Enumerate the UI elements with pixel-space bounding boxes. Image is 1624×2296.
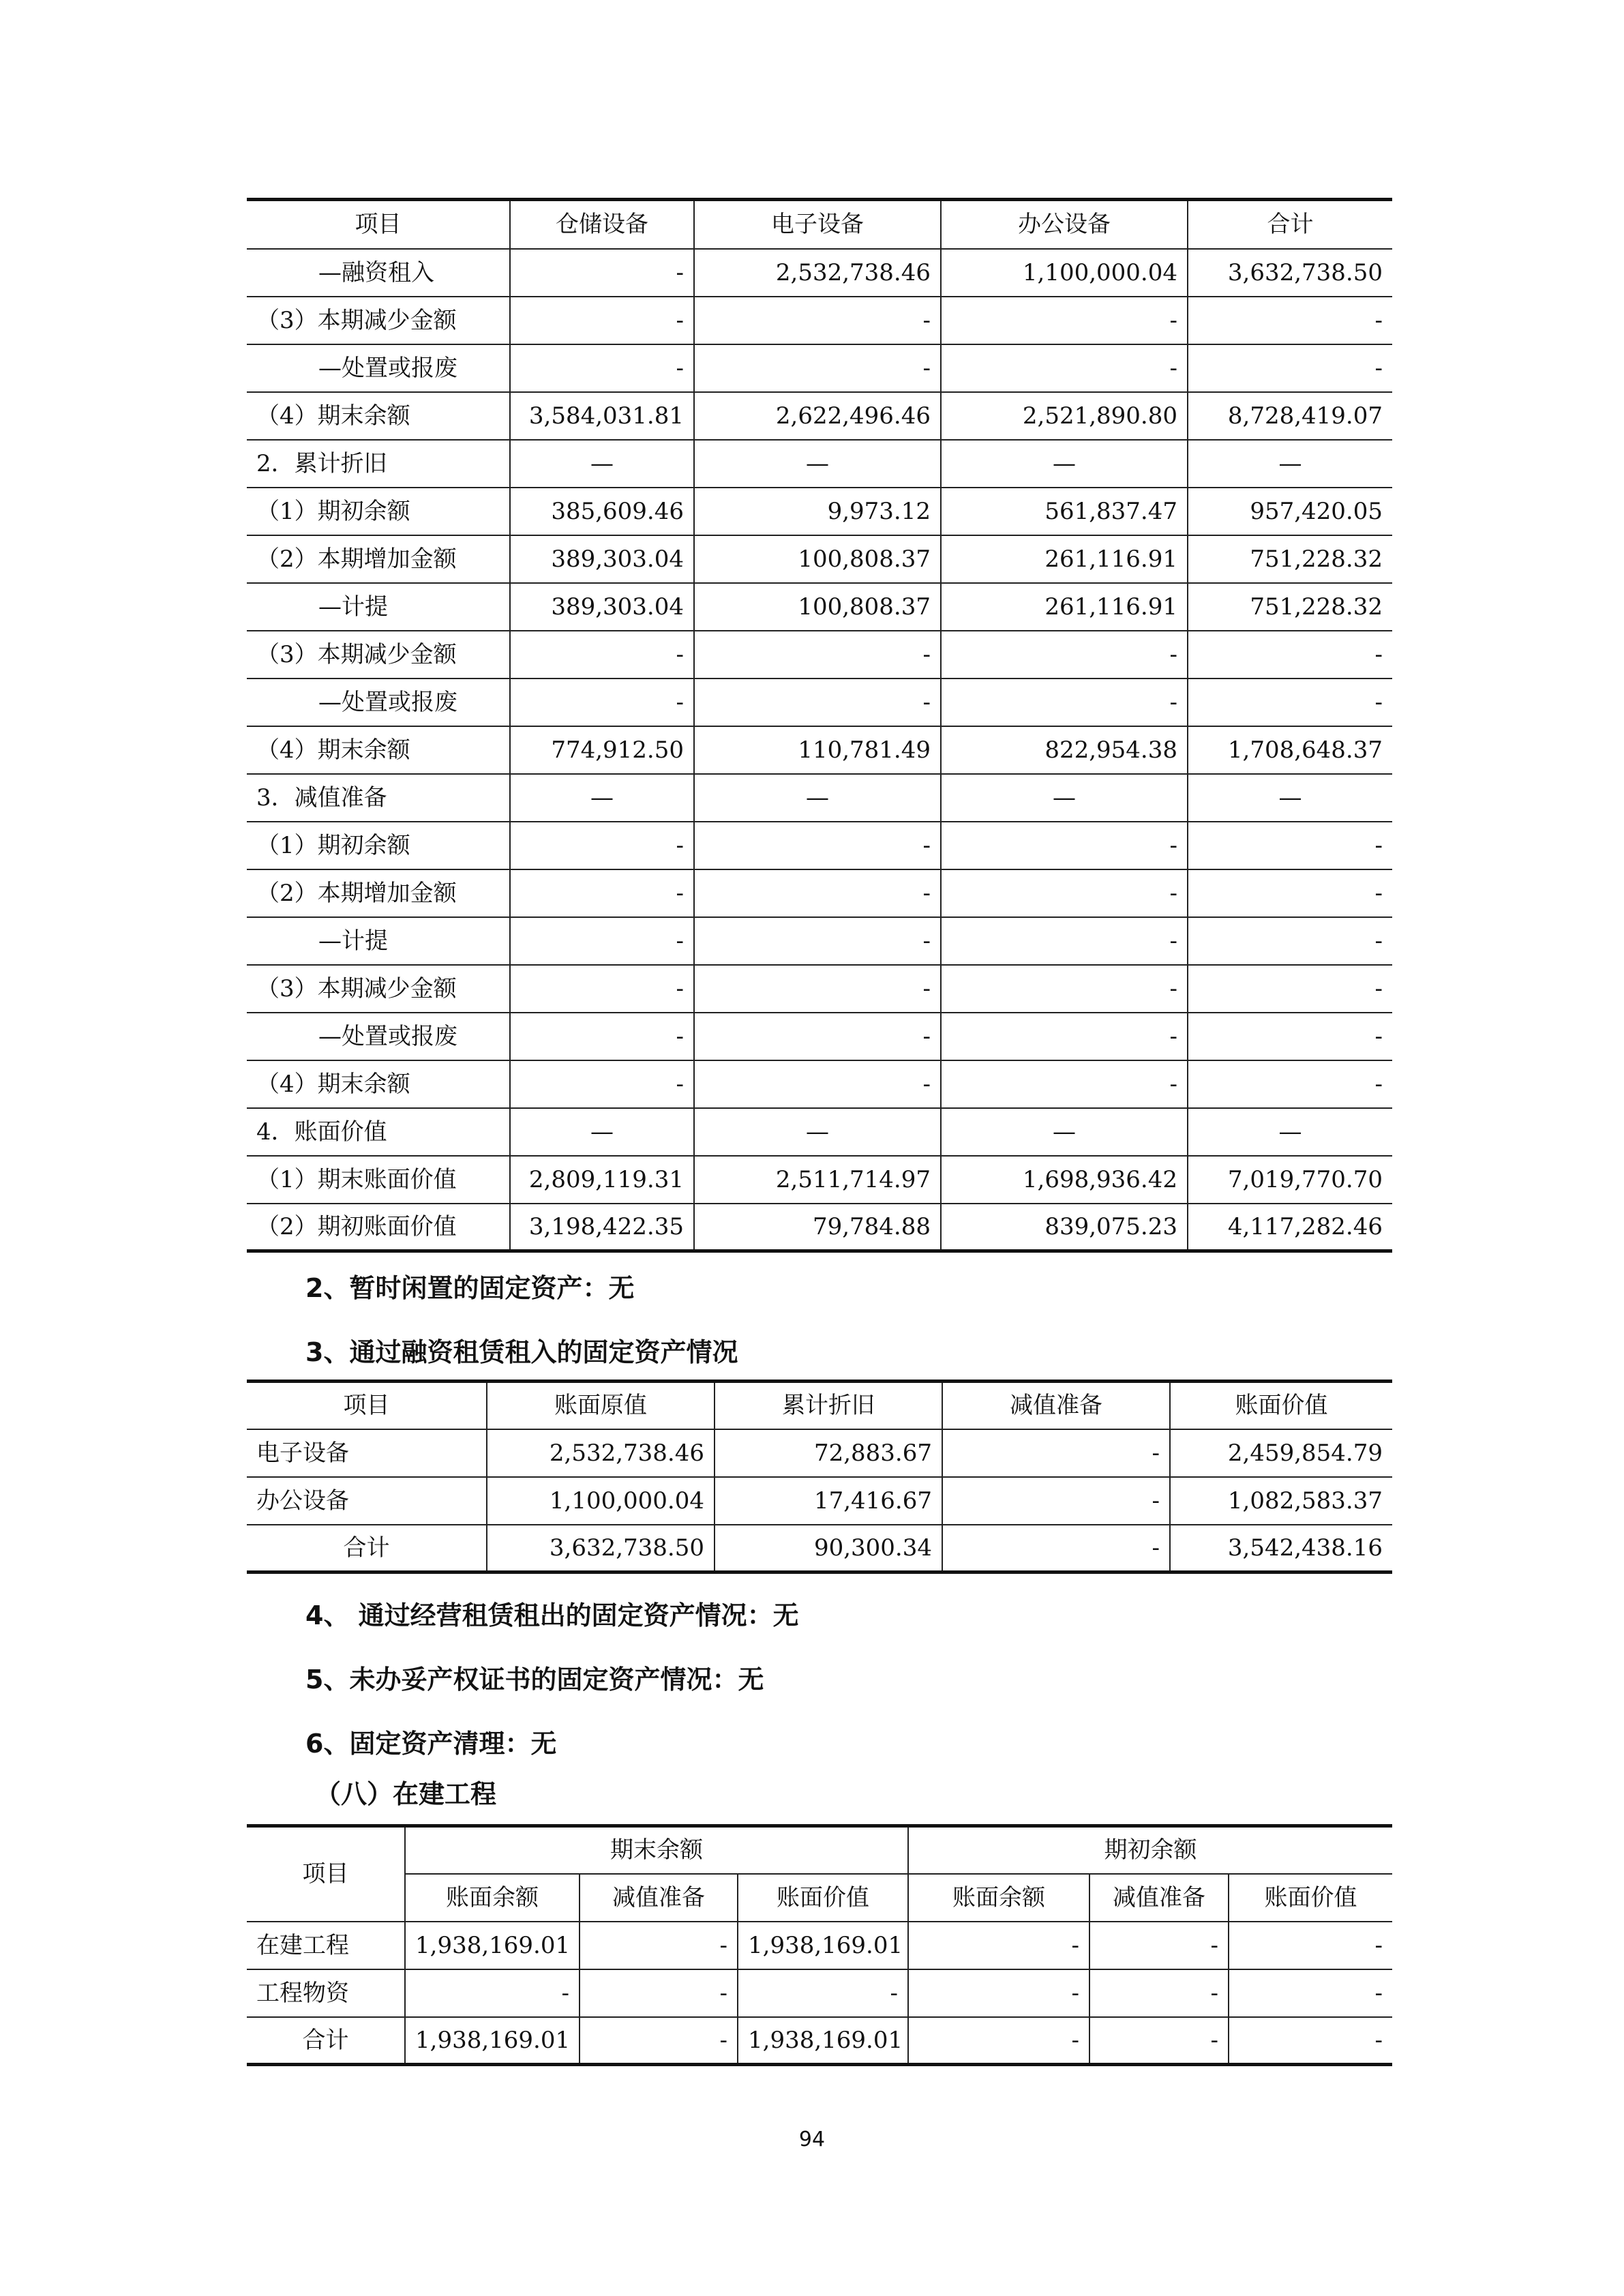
fixed-assets-row [247, 440, 1392, 488]
cell-value: - [694, 917, 941, 965]
cell-value: 1,938,169.01 [738, 2017, 908, 2065]
cell-value: 839,075.23 [941, 1204, 1188, 1251]
cell-value: - [1089, 2017, 1229, 2065]
header-item: 项目 [247, 200, 510, 249]
cell-value: - [941, 1060, 1188, 1108]
row-label: 电子设备 [247, 1429, 487, 1477]
header-impairment: 减值准备 [942, 1382, 1170, 1429]
finance-lease-row [247, 1429, 1392, 1477]
cell-value: - [941, 631, 1188, 679]
cell-value: - [694, 965, 941, 1013]
cell-value: - [510, 1060, 694, 1108]
operating-lease-heading: 4、 通过经营租赁租出的固定资产情况：无 [305, 1600, 799, 1630]
row-label: —融资租入 [247, 249, 510, 297]
fixed-assets-row [247, 1204, 1392, 1251]
fixed-assets-row [247, 488, 1392, 535]
cell-value: — [941, 774, 1188, 822]
construction-group-header-row [247, 1826, 1392, 1874]
cell-value: - [510, 965, 694, 1013]
cell-value: 2,532,738.46 [487, 1429, 715, 1477]
cell-value: - [510, 679, 694, 726]
header-begin-book-value: 账面价值 [1229, 1874, 1392, 1922]
cell-value: 1,938,169.01 [405, 2017, 580, 2065]
cell-value: - [694, 869, 941, 917]
row-label: 4．账面价值 [247, 1108, 510, 1156]
row-label: （2）期初账面价值 [247, 1204, 510, 1251]
cell-value: - [694, 1013, 941, 1060]
cell-value: - [1229, 1922, 1392, 1969]
cell-value: 3,584,031.81 [510, 392, 694, 440]
fixed-assets-row [247, 392, 1392, 440]
cell-value: 561,837.47 [941, 488, 1188, 535]
row-label: 3．减值准备 [247, 774, 510, 822]
cell-value: - [694, 344, 941, 392]
cell-value: - [510, 1013, 694, 1060]
cell-value: 1,698,936.42 [941, 1156, 1188, 1204]
cell-value: - [941, 965, 1188, 1013]
cell-value: 100,808.37 [694, 583, 941, 631]
fixed-assets-header-row [247, 200, 1392, 249]
row-label: （1）期初余额 [247, 822, 510, 869]
cell-value: - [908, 2017, 1089, 2065]
cell-value: 9,973.12 [694, 488, 941, 535]
fixed-assets-row [247, 1013, 1392, 1060]
cell-value: 2,511,714.97 [694, 1156, 941, 1204]
header-end-impairment: 减值准备 [580, 1874, 738, 1922]
cell-value: 72,883.67 [715, 1429, 942, 1477]
header-item: 项目 [247, 1382, 487, 1429]
cell-value: - [1188, 1060, 1392, 1108]
fixed-assets-row [247, 631, 1392, 679]
row-label: （2）本期增加金额 [247, 869, 510, 917]
row-label: （4）期末余额 [247, 392, 510, 440]
cell-value: - [405, 1969, 580, 2017]
cell-value: - [510, 869, 694, 917]
construction-sub-header-row [247, 1874, 1392, 1922]
finance-lease-row [247, 1525, 1392, 1572]
row-label: —处置或报废 [247, 1013, 510, 1060]
cell-value: — [941, 440, 1188, 488]
fixed-assets-row [247, 679, 1392, 726]
header-begin-impairment: 减值准备 [1089, 1874, 1229, 1922]
cell-value: 774,912.50 [510, 726, 694, 774]
cell-value: - [580, 2017, 738, 2065]
row-label: （3）本期减少金额 [247, 631, 510, 679]
idle-assets-heading: 2、暂时闲置的固定资产：无 [305, 1273, 635, 1303]
row-label: 2．累计折旧 [247, 440, 510, 488]
fixed-assets-row [247, 1108, 1392, 1156]
header-office-equipment: 办公设备 [941, 200, 1188, 249]
cell-value: - [694, 297, 941, 344]
finance-lease-header-row [247, 1382, 1392, 1429]
header-accumulated-depreciation: 累计折旧 [715, 1382, 942, 1429]
cell-value: 261,116.91 [941, 583, 1188, 631]
cell-value: 110,781.49 [694, 726, 941, 774]
header-end-book-value: 账面价值 [738, 1874, 908, 1922]
cell-value: - [694, 631, 941, 679]
row-label: （4）期末余额 [247, 726, 510, 774]
cell-value: 2,459,854.79 [1170, 1429, 1392, 1477]
cell-value: 3,632,738.50 [487, 1525, 715, 1572]
cell-value: - [942, 1477, 1170, 1525]
construction-row [247, 2017, 1392, 2065]
cell-value: — [1188, 440, 1392, 488]
cell-value: 3,198,422.35 [510, 1204, 694, 1251]
cell-value: 2,532,738.46 [694, 249, 941, 297]
header-closing-balance: 期末余额 [405, 1826, 908, 1874]
row-label: （3）本期减少金额 [247, 297, 510, 344]
row-label: 在建工程 [247, 1922, 405, 1969]
construction-row [247, 1922, 1392, 1969]
cell-value: - [694, 1060, 941, 1108]
page-number: 94 [798, 2128, 826, 2151]
cell-value: - [510, 344, 694, 392]
cell-value: - [1188, 1013, 1392, 1060]
fixed-assets-row [247, 297, 1392, 344]
row-label: —处置或报废 [247, 344, 510, 392]
cell-value: - [1089, 1969, 1229, 2017]
unregistered-title-heading: 5、未办妥产权证书的固定资产情况：无 [305, 1665, 764, 1695]
asset-disposal-heading: 6、固定资产清理：无 [305, 1729, 557, 1759]
cell-value: 1,938,169.01 [738, 1922, 908, 1969]
cell-value: 389,303.04 [510, 583, 694, 631]
cell-value: - [1188, 965, 1392, 1013]
cell-value: 90,300.34 [715, 1525, 942, 1572]
construction-in-progress-table [247, 1824, 1392, 2066]
cell-value: - [1229, 2017, 1392, 2065]
fixed-assets-row [247, 869, 1392, 917]
cell-value: 8,728,419.07 [1188, 392, 1392, 440]
header-begin-book-balance: 账面余额 [908, 1874, 1089, 1922]
cell-value: 4,117,282.46 [1188, 1204, 1392, 1251]
cell-value: 822,954.38 [941, 726, 1188, 774]
cell-value: - [1188, 297, 1392, 344]
cell-value: - [694, 822, 941, 869]
cell-value: - [510, 249, 694, 297]
cell-value: 751,228.32 [1188, 535, 1392, 583]
cell-value: 1,100,000.04 [941, 249, 1188, 297]
row-label: 合计 [247, 2017, 405, 2065]
header-item: 项目 [247, 1826, 405, 1922]
cell-value: 389,303.04 [510, 535, 694, 583]
cell-value: - [1188, 869, 1392, 917]
cell-value: 100,808.37 [694, 535, 941, 583]
cell-value: - [942, 1525, 1170, 1572]
row-label: （1）期初余额 [247, 488, 510, 535]
finance-lease-heading: 3、通过融资租赁租入的固定资产情况 [305, 1337, 738, 1367]
cell-value: - [941, 297, 1188, 344]
cell-value: - [580, 1922, 738, 1969]
cell-value: 261,116.91 [941, 535, 1188, 583]
row-label: 工程物资 [247, 1969, 405, 2017]
cell-value: - [1089, 1922, 1229, 1969]
cell-value: - [941, 1013, 1188, 1060]
cell-value: — [510, 1108, 694, 1156]
cell-value: - [694, 679, 941, 726]
cell-value: 3,632,738.50 [1188, 249, 1392, 297]
cell-value: - [580, 1969, 738, 2017]
cell-value: 1,708,648.37 [1188, 726, 1392, 774]
cell-value: - [941, 822, 1188, 869]
cell-value: — [510, 440, 694, 488]
cell-value: - [1188, 822, 1392, 869]
cell-value: 957,420.05 [1188, 488, 1392, 535]
cell-value: - [510, 297, 694, 344]
row-label: 合计 [247, 1525, 487, 1572]
cell-value: — [1188, 1108, 1392, 1156]
cell-value: - [510, 917, 694, 965]
cell-value: 1,938,169.01 [405, 1922, 580, 1969]
cell-value: - [1188, 679, 1392, 726]
header-total: 合计 [1188, 200, 1392, 249]
cell-value: — [694, 440, 941, 488]
fixed-assets-row [247, 965, 1392, 1013]
fixed-assets-row [247, 344, 1392, 392]
cell-value: — [510, 774, 694, 822]
cell-value: 17,416.67 [715, 1477, 942, 1525]
cell-value: - [908, 1922, 1089, 1969]
cell-value: - [738, 1969, 908, 2017]
construction-section-heading: （八）在建工程 [315, 1779, 497, 1809]
fixed-assets-row [247, 1156, 1392, 1204]
cell-value: — [941, 1108, 1188, 1156]
header-original-value: 账面原值 [487, 1382, 715, 1429]
cell-value: 751,228.32 [1188, 583, 1392, 631]
row-label: （2）本期增加金额 [247, 535, 510, 583]
cell-value: 2,809,119.31 [510, 1156, 694, 1204]
cell-value: 2,622,496.46 [694, 392, 941, 440]
fixed-assets-row [247, 249, 1392, 297]
finance-lease-table [247, 1380, 1392, 1574]
fixed-assets-row [247, 535, 1392, 583]
cell-value: - [510, 631, 694, 679]
cell-value: 1,082,583.37 [1170, 1477, 1392, 1525]
row-label: （1）期末账面价值 [247, 1156, 510, 1204]
header-electronic-equipment: 电子设备 [694, 200, 941, 249]
cell-value: - [941, 917, 1188, 965]
cell-value: 2,521,890.80 [941, 392, 1188, 440]
header-end-book-balance: 账面余额 [405, 1874, 580, 1922]
row-label: —处置或报废 [247, 679, 510, 726]
cell-value: — [694, 1108, 941, 1156]
row-label: 办公设备 [247, 1477, 487, 1525]
cell-value: - [510, 822, 694, 869]
cell-value: - [941, 679, 1188, 726]
cell-value: - [941, 344, 1188, 392]
construction-row [247, 1969, 1392, 2017]
cell-value: - [1188, 344, 1392, 392]
header-warehouse-equipment: 仓储设备 [510, 200, 694, 249]
row-label: （3）本期减少金额 [247, 965, 510, 1013]
fixed-assets-row [247, 583, 1392, 631]
cell-value: - [1188, 917, 1392, 965]
row-label: （4）期末余额 [247, 1060, 510, 1108]
cell-value: - [941, 869, 1188, 917]
row-label: —计提 [247, 583, 510, 631]
cell-value: — [1188, 774, 1392, 822]
header-opening-balance: 期初余额 [908, 1826, 1392, 1874]
fixed-assets-row [247, 822, 1392, 869]
cell-value: - [942, 1429, 1170, 1477]
cell-value: 7,019,770.70 [1188, 1156, 1392, 1204]
fixed-assets-row [247, 1060, 1392, 1108]
fixed-assets-row [247, 774, 1392, 822]
header-book-value: 账面价值 [1170, 1382, 1392, 1429]
cell-value: — [694, 774, 941, 822]
cell-value: 3,542,438.16 [1170, 1525, 1392, 1572]
finance-lease-row [247, 1477, 1392, 1525]
cell-value: 385,609.46 [510, 488, 694, 535]
fixed-assets-table [247, 198, 1392, 1253]
cell-value: - [908, 1969, 1089, 2017]
row-label: —计提 [247, 917, 510, 965]
cell-value: - [1229, 1969, 1392, 2017]
fixed-assets-row [247, 726, 1392, 774]
cell-value: - [1188, 631, 1392, 679]
cell-value: 1,100,000.04 [487, 1477, 715, 1525]
fixed-assets-row [247, 917, 1392, 965]
cell-value: 79,784.88 [694, 1204, 941, 1251]
